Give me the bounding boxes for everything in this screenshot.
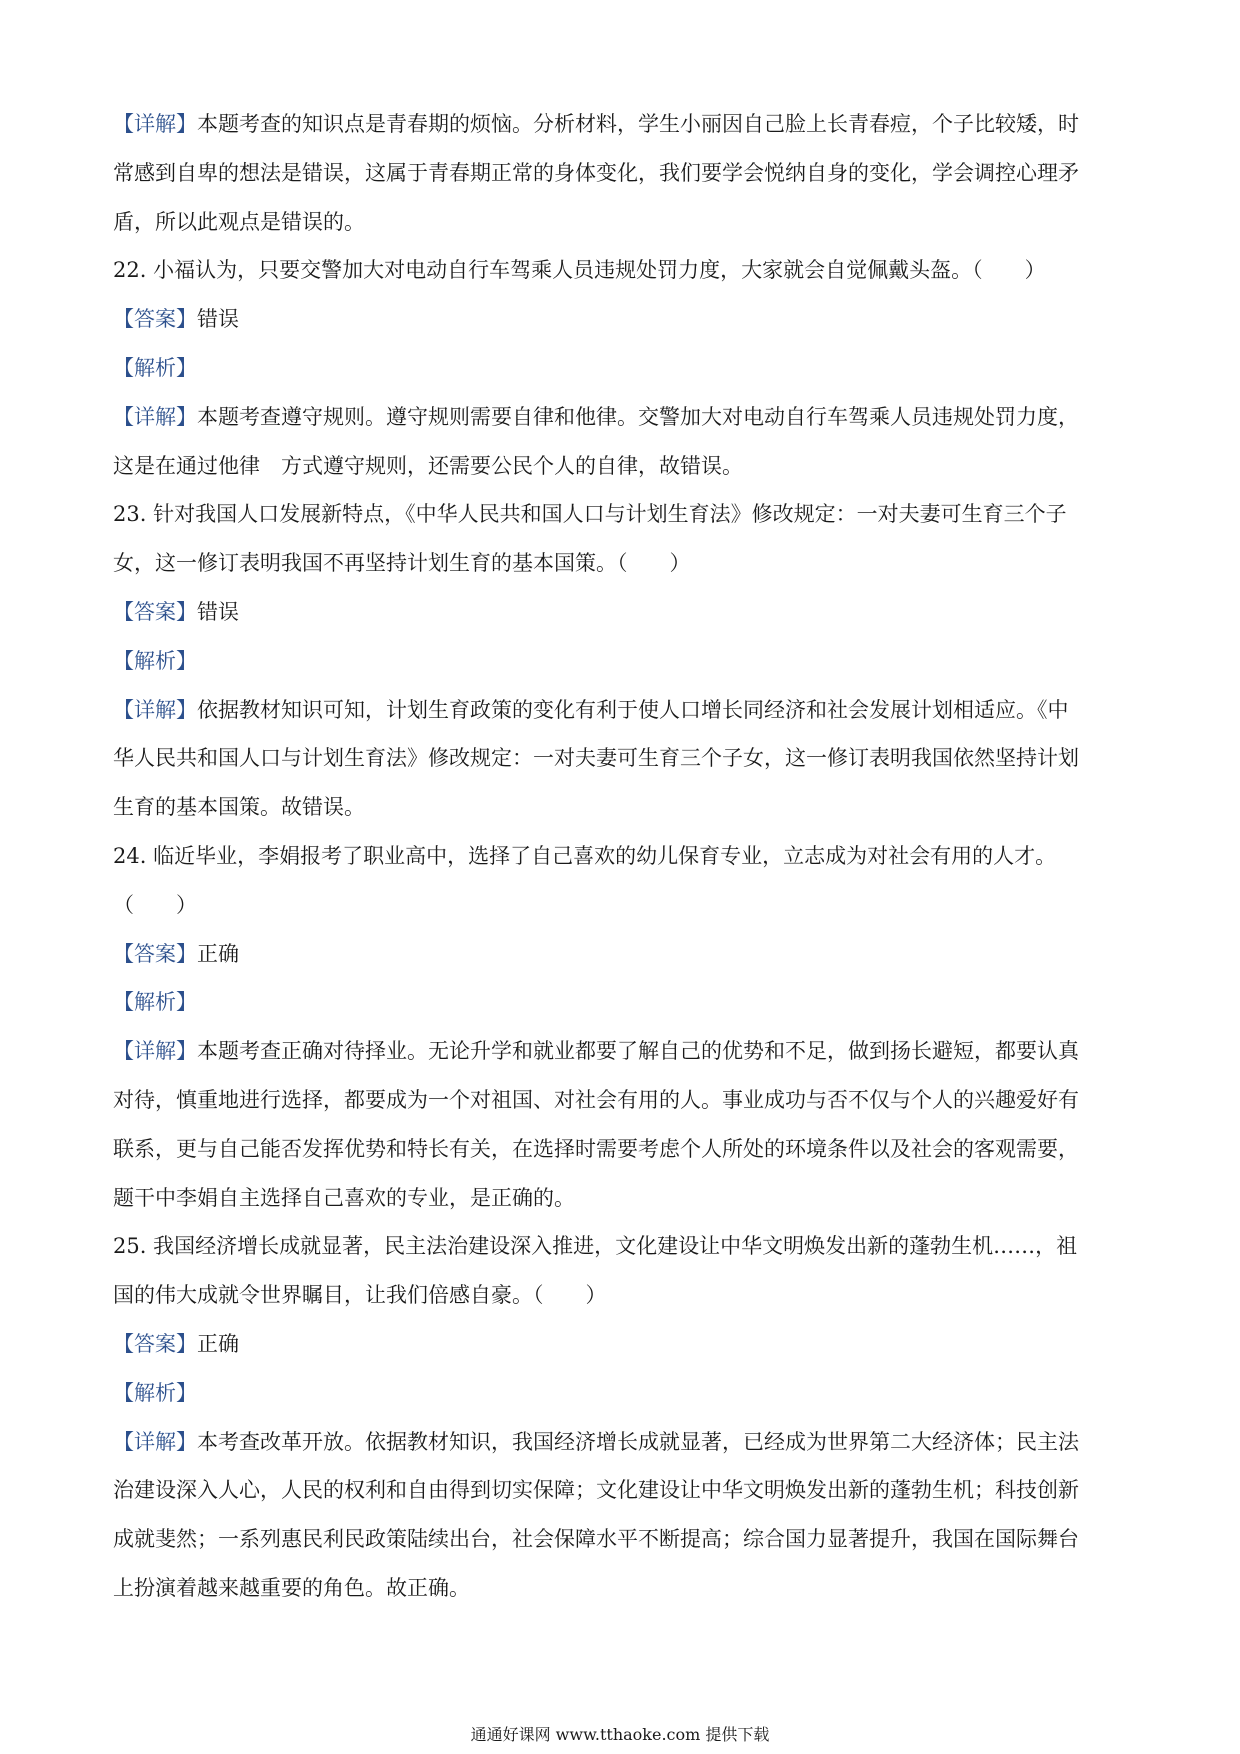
text-line: [113, 100, 1125, 149]
section-tag: 【详解】: [113, 404, 197, 429]
section-tag: 【详解】: [113, 1039, 197, 1064]
text-line: 22. 小福认为，只要交警加大对电动自行车驾乘人员违规处罚力度，大家就会自觉佩戴头盔。（ ）: [113, 258, 1046, 283]
section-tag: 【解析】: [113, 990, 197, 1015]
text-line: 女，这一修订表明我国不再坚持计划生育的基本国策。（ ）: [113, 551, 691, 576]
section-tag: 【详解】: [113, 1429, 197, 1454]
text-line: 这是在通过他律 方式遵守规则，还需要公民个人的自律，故错误。: [113, 453, 743, 478]
text-line: [113, 1320, 1125, 1369]
section-text: 本题考查正确对待择业。无论升学和就业都要了解自己的优势和不足，做到扬长避短，都要认真: [197, 1039, 1079, 1064]
text-line: [113, 1418, 1125, 1467]
text-line: 上扮演着越来越重要的角色。故正确。: [113, 1575, 470, 1600]
text-line: 23. 针对我国人口发展新特点，《中华人民共和国人口与计划生育法》修改规定：一对夫妻可生育三个子: [113, 502, 1067, 527]
text-line: [113, 1027, 1125, 1076]
text-line: 常感到自卑的想法是错误，这属于青春期正常的身体变化，我们要学会悦纳自身的变化，学会调控心理矛: [113, 160, 1079, 185]
text-line: [113, 588, 1125, 637]
text-line: 生育的基本国策。故错误。: [113, 795, 365, 820]
text-line: 成就斐然；一系列惠民利民政策陆续出台，社会保障水平不断提高；综合国力显著提升，我国在国际舞台: [113, 1527, 1079, 1552]
text-line: 题干中李娟自主选择自己喜欢的专业，是正确的。: [113, 1185, 575, 1210]
text-line: [113, 686, 1125, 735]
text-line: [113, 344, 1125, 393]
text-line: 对待，慎重地进行选择，都要成为一个对祖国、对社会有用的人。事业成功与否不仅与个人的兴趣爱好有: [113, 1087, 1079, 1112]
text-line: 国的伟大成就令世界瞩目，让我们倍感自豪。（ ）: [113, 1283, 607, 1308]
page-footer: 通通好课网 www.tthaoke.com 提供下载: [470, 1725, 770, 1744]
text-line: 盾，所以此观点是错误的。: [113, 209, 365, 234]
text-line: [113, 1369, 1125, 1418]
section-tag: 【答案】: [113, 599, 197, 624]
section-tag: 【详解】: [113, 697, 197, 722]
section-text: 本考查改革开放。依据教材知识，我国经济增长成就显著，已经成为世界第二大经济体；民主法: [197, 1429, 1079, 1454]
section-text: 本题考查遵守规则。遵守规则需要自律和他律。交警加大对电动自行车驾乘人员违规处罚力度，: [197, 404, 1079, 429]
text-line: 联系，更与自己能否发挥优势和特长有关，在选择时需要考虑个人所处的环境条件以及社会的客观需要，: [113, 1136, 1079, 1161]
text-line: （ ）: [113, 892, 197, 917]
text-line: [113, 978, 1125, 1027]
page-content: [113, 100, 1125, 1613]
section-tag: 【解析】: [113, 1380, 197, 1405]
section-tag: 【解析】: [113, 355, 197, 380]
text-line: 24. 临近毕业，李娟报考了职业高中，选择了自己喜欢的幼儿保育专业，立志成为对社会有用的人才。: [113, 843, 1057, 868]
section-text: 错误: [197, 599, 239, 624]
text-line: 华人民共和国人口与计划生育法》修改规定：一对夫妻可生育三个子女，这一修订表明我国依然坚持计划: [113, 746, 1079, 771]
section-tag: 【解析】: [113, 648, 197, 673]
section-tag: 【答案】: [113, 307, 197, 332]
section-text: 本题考查的知识点是青春期的烦恼。分析材料，学生小丽因自己脸上长青春痘，个子比较矮，时: [197, 112, 1079, 136]
section-text: 错误: [197, 307, 239, 332]
text-line: [113, 930, 1125, 979]
section-text: 正确: [197, 1331, 239, 1356]
text-line: [113, 637, 1125, 686]
section-text: 依据教材知识可知，计划生育政策的变化有利于使人口增长同经济和社会发展计划相适应。《中: [197, 697, 1069, 722]
section-text: 正确: [197, 941, 239, 966]
section-tag: 【答案】: [113, 941, 197, 966]
text-line: 25. 我国经济增长成就显著，民主法治建设深入推进，文化建设让中华文明焕发出新的蓬勃生机……，祖: [113, 1234, 1078, 1259]
section-tag: 【答案】: [113, 1331, 197, 1356]
text-line: [113, 295, 1125, 344]
text-line: 治建设深入人心，人民的权利和自由得到切实保障；文化建设让中华文明焕发出新的蓬勃生机；科技创新: [113, 1478, 1079, 1503]
text-line: [113, 393, 1125, 442]
section-tag: 【详解】: [113, 112, 197, 136]
